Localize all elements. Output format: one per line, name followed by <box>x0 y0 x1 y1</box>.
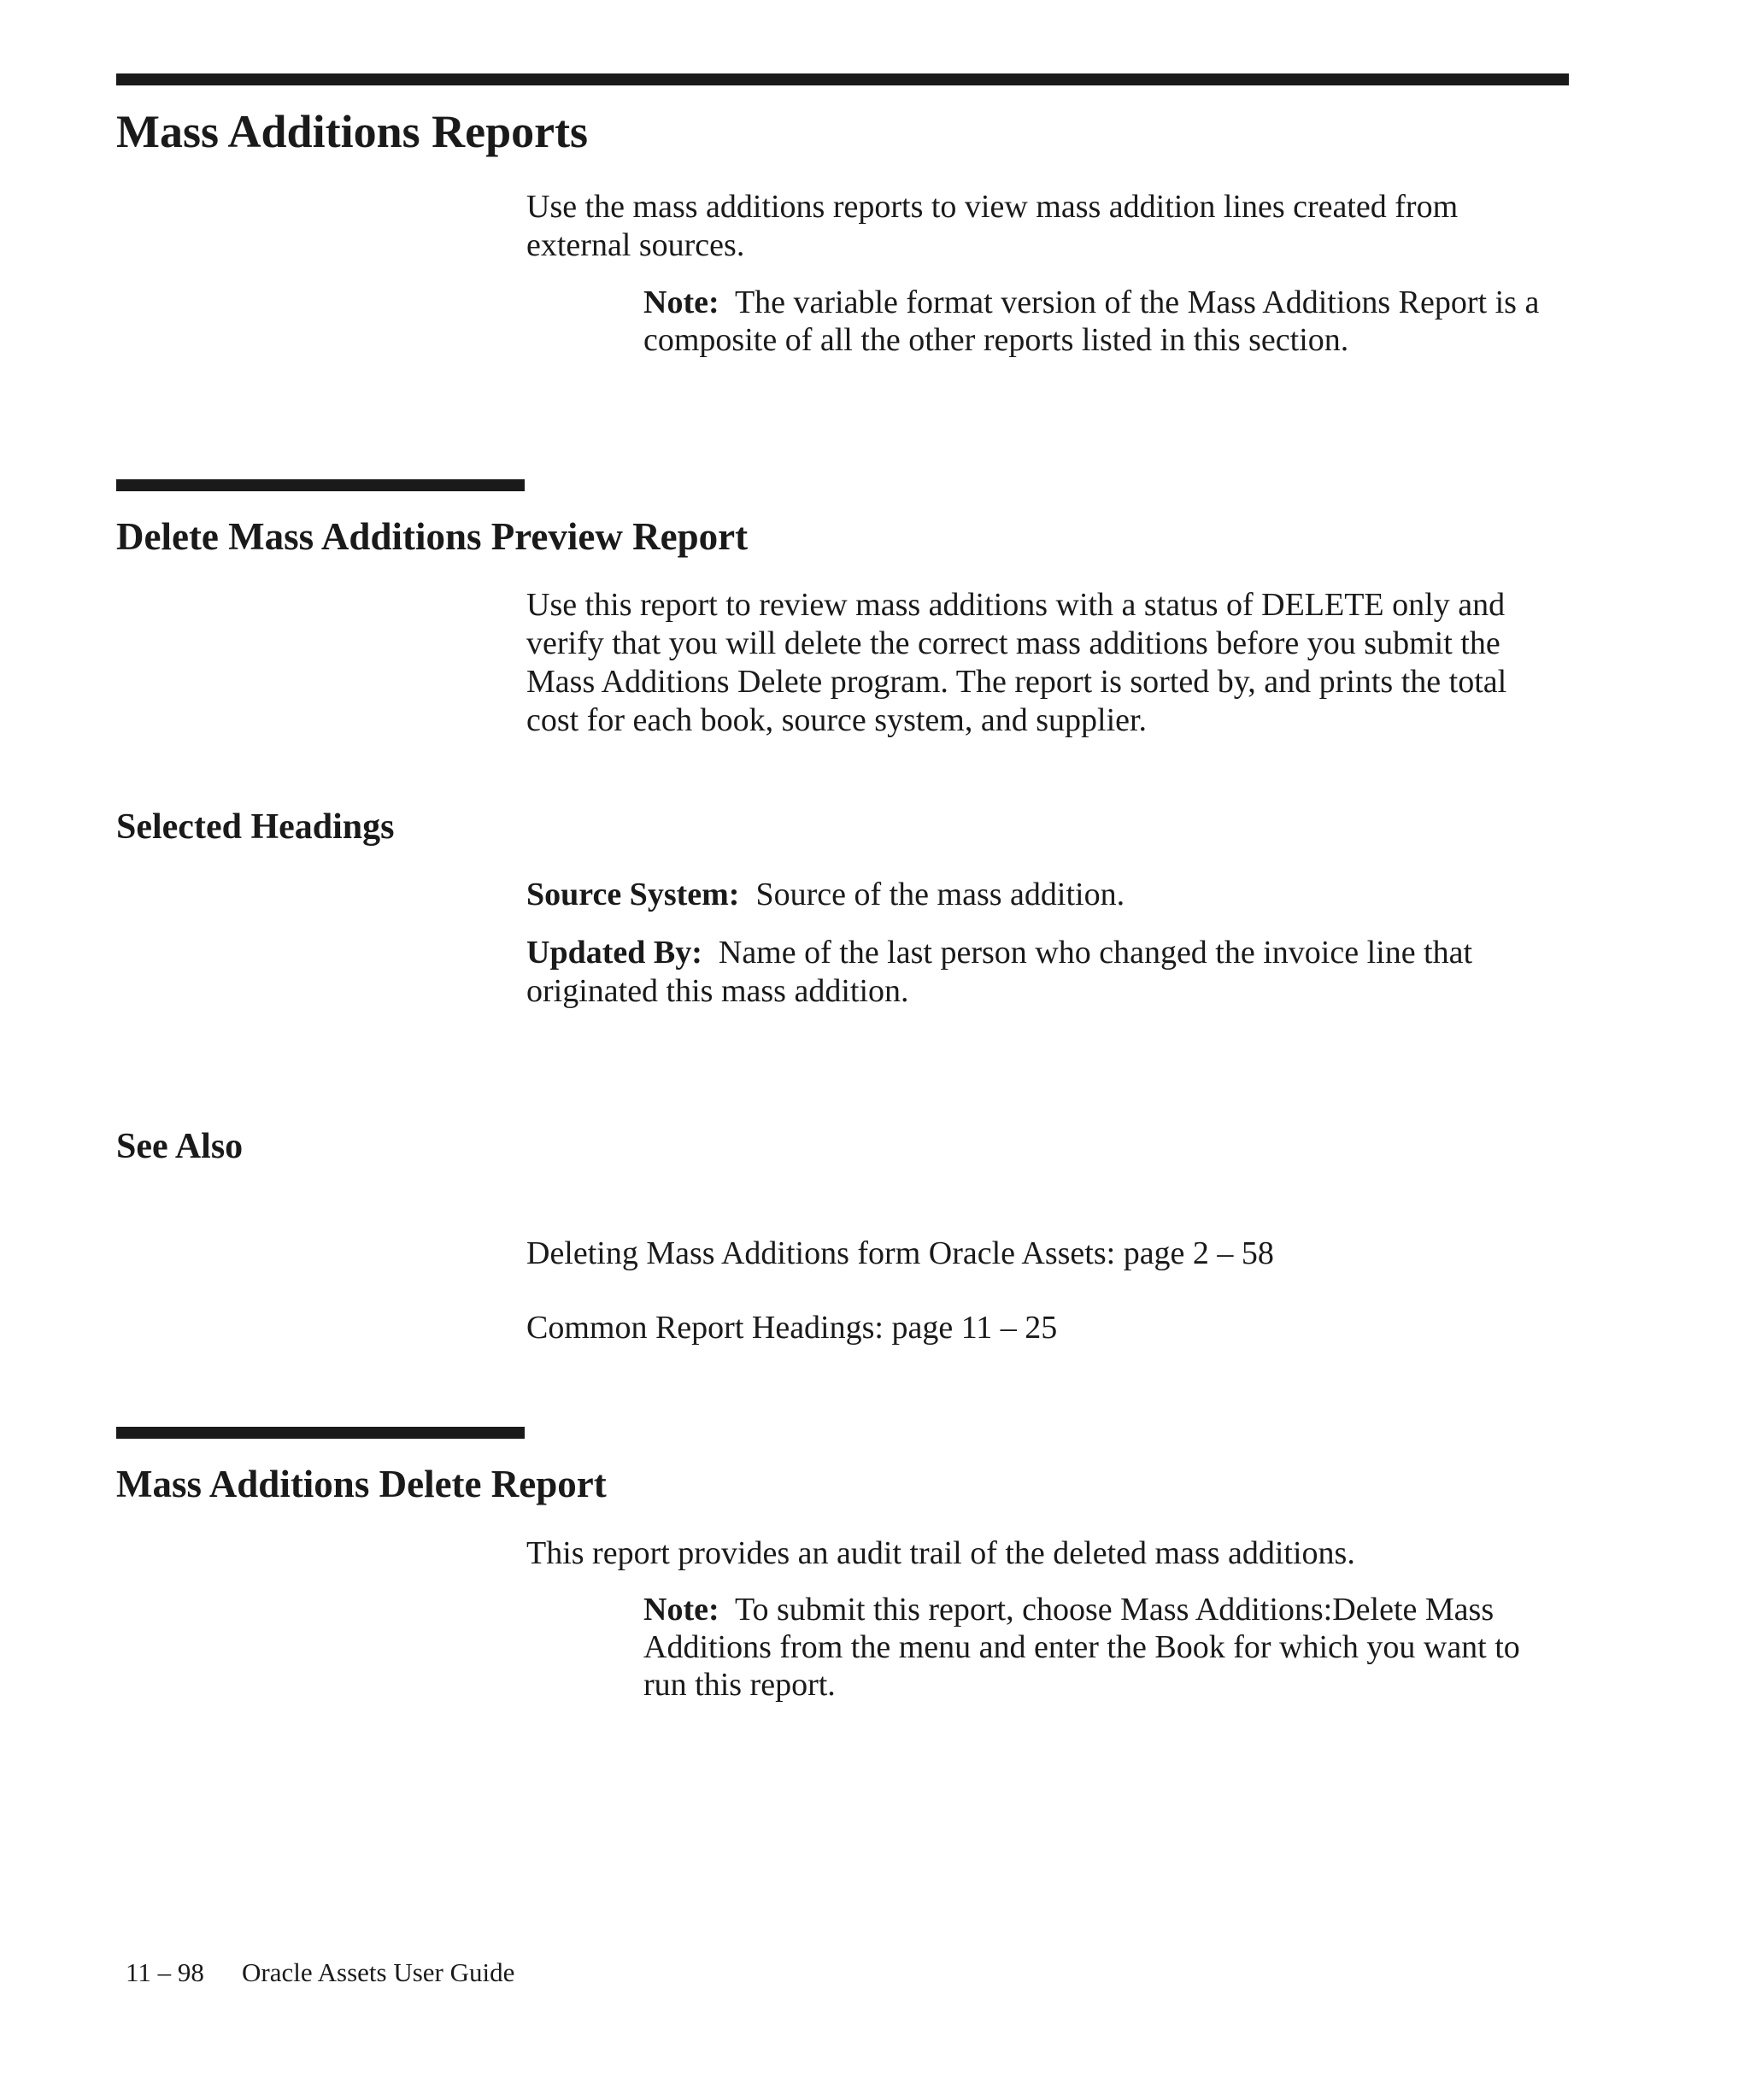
footer-page-number: 11 – 98 <box>126 1957 204 1987</box>
section-rule-delete <box>116 1427 525 1439</box>
note-text: The variable format version of the Mass Additions Report is a composite of all the other reports listed in this section. <box>643 284 1540 358</box>
delete-report-body: This report provides an audit trail of the deleted mass additions. <box>526 1535 1355 1571</box>
updated-by-item <box>526 934 1560 1011</box>
note-paragraph-1 <box>643 284 1566 359</box>
source-system-text: Source of the mass addition. <box>755 877 1125 912</box>
section-rule-preview <box>116 479 525 491</box>
selected-headings-title: Selected Headings <box>116 807 395 847</box>
delete-report-title: Mass Additions Delete Report <box>116 1463 607 1505</box>
source-system-label: Source System: <box>526 877 740 912</box>
page-title: Mass Additions Reports <box>116 106 589 157</box>
note-paragraph-2 <box>643 1591 1566 1704</box>
source-system-item <box>526 876 1125 914</box>
updated-by-label: Updated By: <box>526 935 702 971</box>
preview-report-title: Delete Mass Additions Preview Report <box>116 515 749 558</box>
preview-report-body: Use this report to review mass additions with a status of DELETE only and verify that you will delete the correct mass additions before you submit the Mass Additions Delete program. The report is sorted by, and prints the total cost for each book, source system, and supplier. <box>526 587 1507 738</box>
intro-paragraph: Use the mass additions reports to view mass addition lines created from external sources. <box>526 189 1459 263</box>
footer-book-title: Oracle Assets User Guide <box>242 1957 515 1987</box>
note-label: Note: <box>643 284 719 320</box>
updated-by-text: Name of the last person who changed the invoice line that originated this mass addition. <box>526 935 1473 1009</box>
note-text: To submit this report, choose Mass Additions:Delete Mass Additions from the menu and enter the Book for which you want to run this report. <box>643 1592 1520 1703</box>
see-also-link-deleting[interactable]: Deleting Mass Additions form Oracle Assets: page 2 – 58 <box>526 1235 1274 1271</box>
see-also-link-common-headings[interactable]: Common Report Headings: page 11 – 25 <box>526 1310 1058 1346</box>
see-also-title: See Also <box>116 1127 244 1166</box>
note-label: Note: <box>643 1592 719 1628</box>
section-rule-top <box>116 73 1569 85</box>
